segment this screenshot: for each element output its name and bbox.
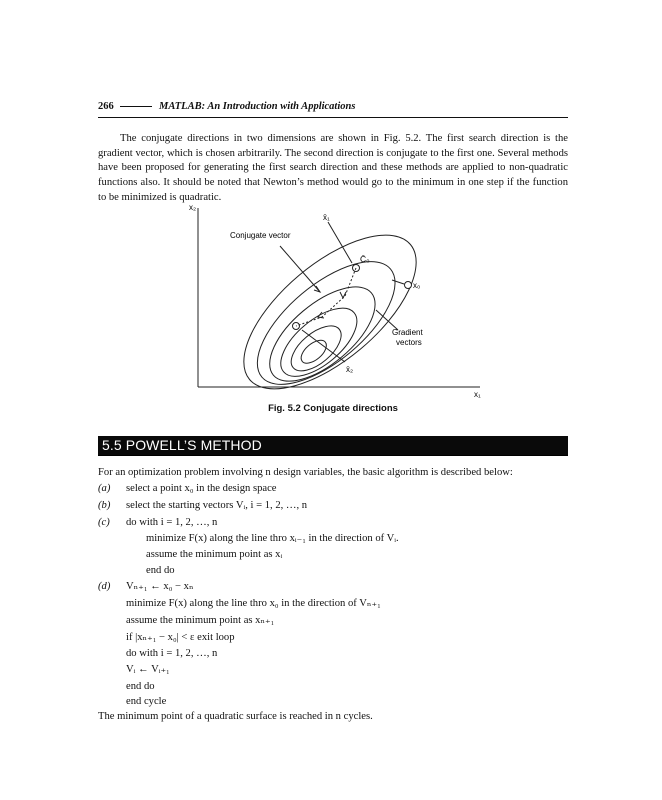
conjugate-leader (280, 246, 320, 292)
step-label: (d) (98, 581, 111, 592)
step-subline: do with i = 1, 2, …, n (126, 648, 218, 659)
y-axis-label: x₂ (189, 203, 197, 212)
step-subline: Vᵢ ← Vᵢ₊₁ (126, 664, 170, 675)
book-title: MATLAB: An Introduction with Applications (159, 101, 356, 112)
section-heading (98, 436, 568, 456)
step-subline: assume the minimum point as xₙ₊₁ (126, 615, 275, 626)
step-text: select the starting vectors Vᵢ, i = 1, 2, …, n (126, 500, 308, 511)
running-header (98, 101, 568, 112)
step-text: Vₙ₊₁ ← x₀ − xₙ (126, 581, 194, 592)
x0-leader (392, 280, 404, 284)
step-subline: minimize F(x) along the line thro x₀ in the direction of Vₙ₊₁ (126, 598, 381, 609)
closing-sentence: The minimum point of a quadratic surface is reached in n cycles. (98, 711, 373, 722)
step-text: select a point x₀ in the design space (126, 483, 277, 494)
gradient-label-1: Gradient (392, 328, 423, 337)
header-rule (98, 117, 568, 118)
step-text: do with i = 1, 2, …, n (126, 517, 218, 528)
step-subline: end do (126, 681, 155, 692)
x2-bar-label: x̄₂ (346, 365, 354, 374)
intro-paragraph: The conjugate directions in two dimensions are shown in Fig. 5.2. The first search direction is the gradient vector, which is chosen arbitrarily. The second direction is conjugate to the first one. Several methods have been proposed for generating the first search direction and these methods are applied to non-quadratic functions also. It should be noted that Newton’s method would go to the minimum in one step if the function to be minimized is quadratic. (98, 133, 568, 203)
section-intro: For an optimization problem involving n design variables, the basic algorithm is described below: (98, 467, 513, 478)
c0-label: C̄₀ (360, 254, 370, 264)
step-subline: assume the minimum point as xᵢ (146, 549, 283, 560)
x0-label: x₀ (413, 281, 421, 290)
x-axis-label: x₁ (474, 390, 481, 399)
step-subline: if |xₙ₊₁ − x₀| < ε exit loop (126, 632, 235, 643)
step-label: (b) (98, 500, 111, 511)
conjugate-directions-figure (180, 200, 500, 400)
x1-bar-label: x̄₁ (323, 213, 330, 222)
conjugate-vector-label: Conjugate vector (230, 231, 291, 240)
section-title: 5.5 POWELL’S METHOD (102, 437, 262, 453)
step-subline: end do (146, 565, 175, 576)
step-label: (c) (98, 517, 110, 528)
step-subline: end cycle (126, 696, 167, 707)
step-subline: minimize F(x) along the line thro xᵢ₋₁ in the direction of Vᵢ. (146, 533, 399, 544)
figure-caption: Fig. 5.2 Conjugate directions (268, 403, 398, 414)
header-dash (120, 106, 152, 107)
contour-ellipse (237, 240, 415, 400)
contour-ellipse (254, 270, 391, 398)
step-label: (a) (98, 483, 111, 494)
gradient-label-2: vectors (396, 338, 422, 347)
x1-leader (328, 222, 352, 263)
page-number: 266 (98, 101, 114, 112)
x0-point (405, 282, 412, 289)
